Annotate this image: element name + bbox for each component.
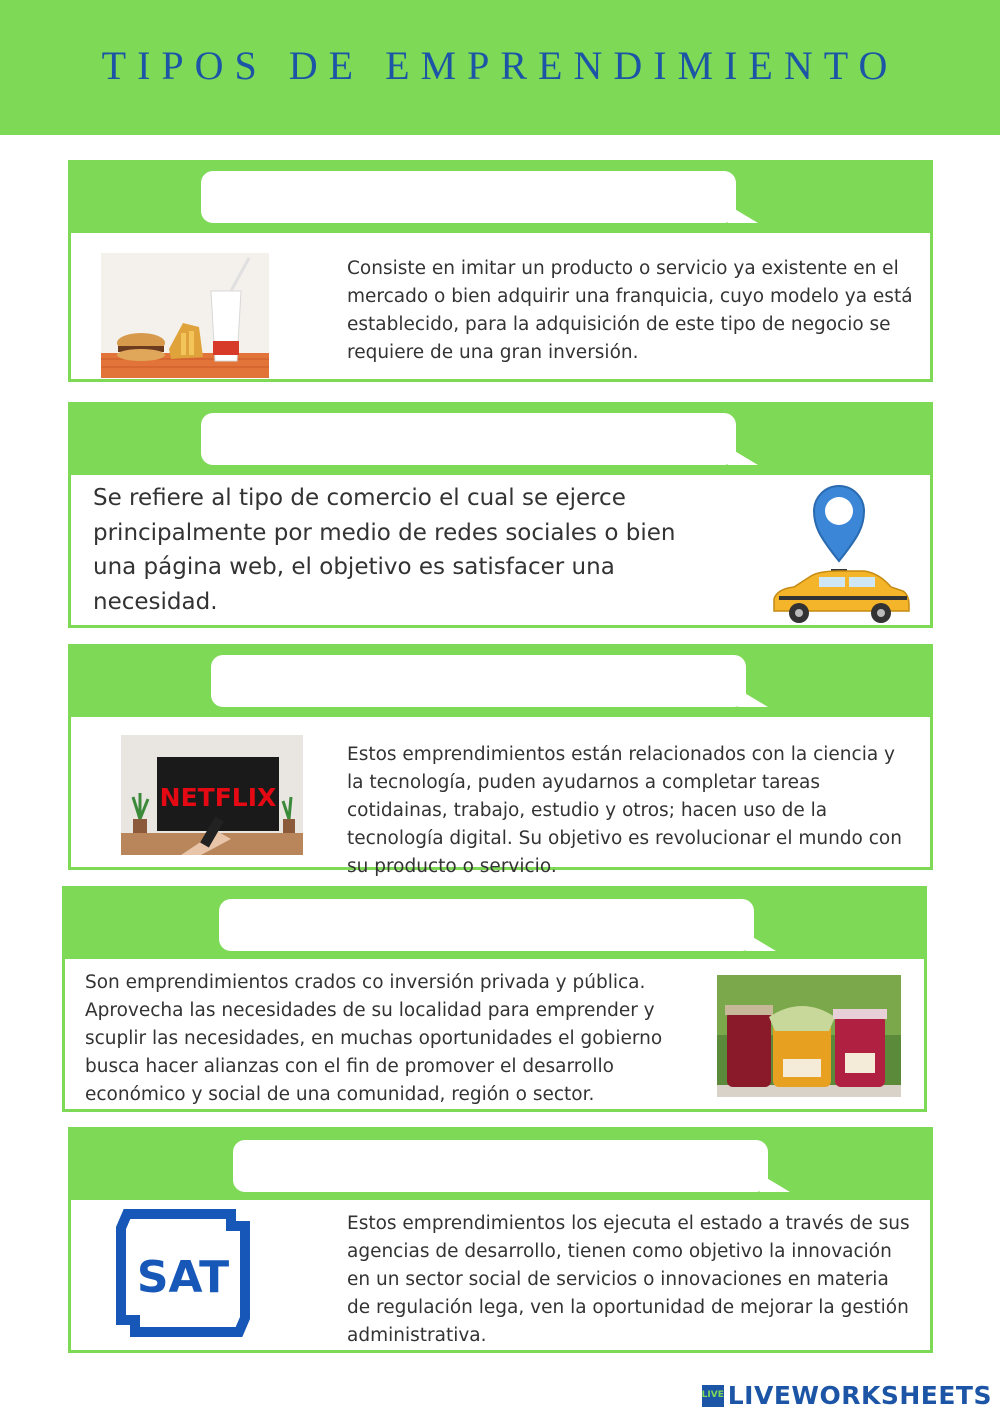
fast-food-image <box>101 253 269 378</box>
card-technology <box>68 644 933 877</box>
card-description: Estos emprendimientos están relacionados con la ciencia y la tecnología, puden ayudarnos a completar tareas cotidainas, trabajo, estudio y otros; hacen uso de la tecnología digital. Su objetivo es revolucionar el mundo con su producto o servicio. <box>347 744 902 877</box>
answer-input-3[interactable] <box>211 655 746 707</box>
answer-input-1[interactable] <box>201 171 736 223</box>
answer-input-5[interactable] <box>233 1140 768 1192</box>
taxi-location-image <box>769 481 914 626</box>
sat-logo-image <box>115 1208 257 1338</box>
brand-name: LIVEWORKSHEETS <box>727 1381 992 1410</box>
sat-logo-text: SAT <box>136 1252 230 1303</box>
brand-logo <box>702 1381 992 1410</box>
card-description: Estos emprendimientos los ejecuta el estado a través de sus agencias de desarrollo, tienen como objetivo la innovación en un sector social de servicios o innovaciones en materia de regulación lega, ven la oportunidad de mejorar la gestión administrativa. <box>347 1213 910 1346</box>
jam-jars-image <box>717 975 901 1097</box>
netflix-logo-text: NETFLIX <box>159 783 277 812</box>
answer-input-4[interactable] <box>219 899 754 951</box>
answer-input-2[interactable] <box>201 413 736 465</box>
card-description: Se refiere al tipo de comercio el cual se ejerce principalmente por medio de redes sociales o bien una página web, el objetivo es satisfacer una necesidad. <box>93 485 676 615</box>
page-title: TIPOS DE EMPRENDIMIENTO <box>101 43 899 88</box>
card-digital <box>68 402 933 628</box>
netflix-tv-image <box>121 735 303 855</box>
card-description: Son emprendimientos crados co inversión privada y pública. Aprovecha las necesidades de su localidad para emprender y scuplir las necesidades, en muchas oportunidades el gobierno busca hacer alianzas con el fin de promover el desarrollo económico y social de una comunidad, región o sector. <box>85 972 663 1105</box>
card-franchise <box>68 160 933 382</box>
brand-mark-icon: LIVE <box>702 1385 724 1407</box>
card-description: Consiste en imitar un producto o servicio ya existente en el mercado o bien adquirir una franquicia, cuyo modelo ya está establecido, para la adquisición de este tipo de negocio se requiere de una gran inversión. <box>347 258 913 363</box>
card-public <box>68 1127 933 1353</box>
card-social <box>62 886 927 1112</box>
